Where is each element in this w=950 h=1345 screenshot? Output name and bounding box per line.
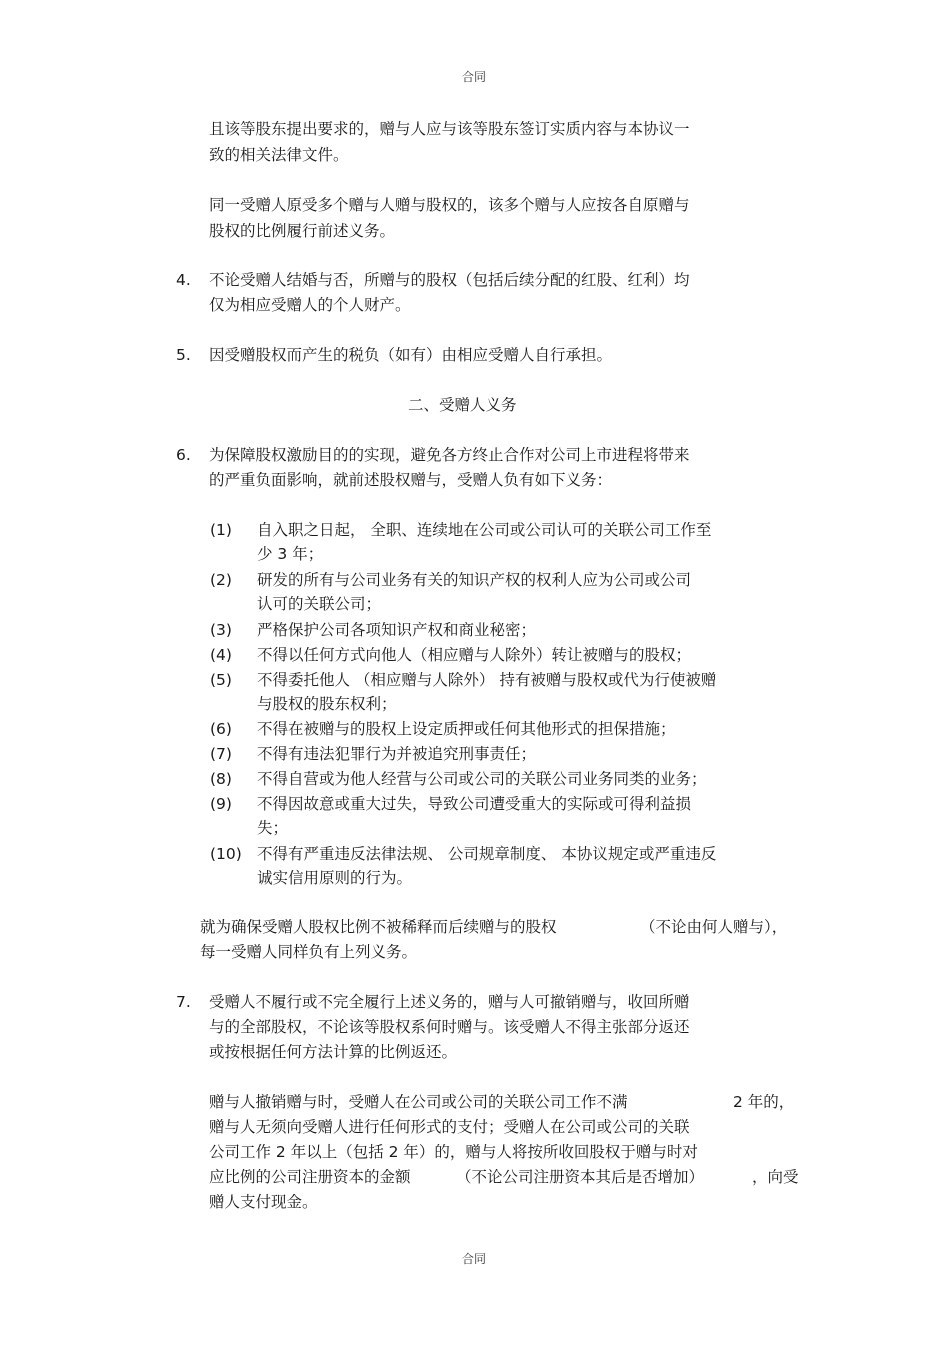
paragraph-line: 每一受赠人同样负有上列义务。 [200, 943, 418, 961]
sub-item-line: 与股权的股东权利； [257, 695, 397, 713]
sub-item-number: (4) [210, 646, 232, 664]
paragraph-line: ，向受 [752, 1168, 799, 1186]
section-title: 二、受赠人义务 [408, 396, 517, 414]
paragraph-line: 公司工作 2 年以上（包括 2 年）的，赠与人将按所收回股权于赠与时对 [209, 1143, 698, 1161]
paragraph-line: 赠与人无须向受赠人进行任何形式的支付；受赠人在公司或公司的关联 [209, 1118, 690, 1136]
sub-item-number: (6) [210, 720, 232, 738]
sub-item-line: 不得有严重违反法律法规、 公司规章制度、 本协议规定或严重违反 [257, 845, 717, 863]
sub-item-number: (8) [210, 770, 232, 788]
sub-item-line: 不得有违法犯罪行为并被追究刑事责任； [257, 745, 537, 763]
paragraph-line: 赠与人撤销赠与时，受赠人在公司或公司的关联公司工作不满 [209, 1093, 628, 1111]
clause-number: 6. [176, 446, 191, 464]
page-header: 合同 [462, 70, 487, 84]
sub-item-line: 不得自营或为他人经营与公司或公司的关联公司业务同类的业务； [257, 770, 707, 788]
paragraph-line: 致的相关法律文件。 [209, 146, 349, 164]
paragraph-line: （不论公司注册资本其后是否增加） [456, 1168, 705, 1186]
sub-item-line: 不得在被赠与的股权上设定质押或任何其他形式的担保措施； [257, 720, 676, 738]
sub-item-line: 诚实信用原则的行为。 [257, 869, 413, 887]
sub-item-line: 失； [257, 819, 289, 837]
clause-line: 因受赠股权而产生的税负（如有）由相应受赠人自行承担。 [209, 346, 613, 364]
clause-number: 4. [176, 271, 191, 289]
clause-line: 的严重负面影响，就前述股权赠与，受赠人负有如下义务： [209, 471, 613, 489]
clause-line: 不论受赠人结婚与否，所赠与的股权（包括后续分配的红股、红利）均 [209, 271, 690, 289]
sub-item-line: 认可的关联公司； [257, 595, 382, 613]
sub-item-line: 不得以任何方式向他人（相应赠与人除外）转让被赠与的股权； [257, 646, 692, 664]
sub-item-number: (1) [210, 521, 232, 539]
sub-item-line: 不得委托他人 （相应赠与人除外） 持有被赠与股权或代为行使被赠 [257, 671, 717, 689]
sub-item-number: (9) [210, 795, 232, 813]
clause-line: 与的全部股权，不论该等股权系何时赠与。该受赠人不得主张部分返还 [209, 1018, 690, 1036]
paragraph-line: 应比例的公司注册资本的金额 [209, 1168, 411, 1186]
paragraph-line: 2 年的， [733, 1093, 795, 1111]
clause-number: 7. [176, 993, 191, 1011]
paragraph-line: 赠人支付现金。 [209, 1193, 318, 1211]
paragraph-line: （不论由何人赠与）， [640, 918, 788, 936]
clause-line: 受赠人不履行或不完全履行上述义务的，赠与人可撤销赠与，收回所赠 [209, 993, 690, 1011]
clause-number: 5. [176, 346, 191, 364]
clause-line: 仅为相应受赠人的个人财产。 [209, 296, 411, 314]
clause-line: 或按根据任何方法计算的比例返还。 [209, 1043, 458, 1061]
paragraph-line: 就为确保受赠人股权比例不被稀释而后续赠与的股权 [200, 918, 557, 936]
sub-item-number: (5) [210, 671, 232, 689]
clause-line: 为保障股权激励目的的实现，避免各方终止合作对公司上市进程将带来 [209, 446, 690, 464]
sub-item-number: (10) [210, 845, 242, 863]
paragraph-line: 且该等股东提出要求的，赠与人应与该等股东签订实质内容与本协议一 [209, 120, 690, 138]
sub-item-number: (2) [210, 571, 232, 589]
sub-item-number: (3) [210, 621, 232, 639]
sub-item-line: 不得因故意或重大过失，导致公司遭受重大的实际或可得利益损 [257, 795, 692, 813]
paragraph-line: 股权的比例履行前述义务。 [209, 222, 396, 240]
sub-item-line: 自入职之日起， 全职、连续地在公司或公司认可的关联公司工作至 [257, 521, 712, 539]
sub-item-line: 研发的所有与公司业务有关的知识产权的权利人应为公司或公司 [257, 571, 692, 589]
page-footer: 合同 [462, 1252, 487, 1266]
sub-item-line: 严格保护公司各项知识产权和商业秘密； [257, 621, 537, 639]
sub-item-number: (7) [210, 745, 232, 763]
paragraph-line: 同一受赠人原受多个赠与人赠与股权的，该多个赠与人应按各自原赠与 [209, 196, 690, 214]
sub-item-line: 少 3 年； [257, 545, 324, 563]
